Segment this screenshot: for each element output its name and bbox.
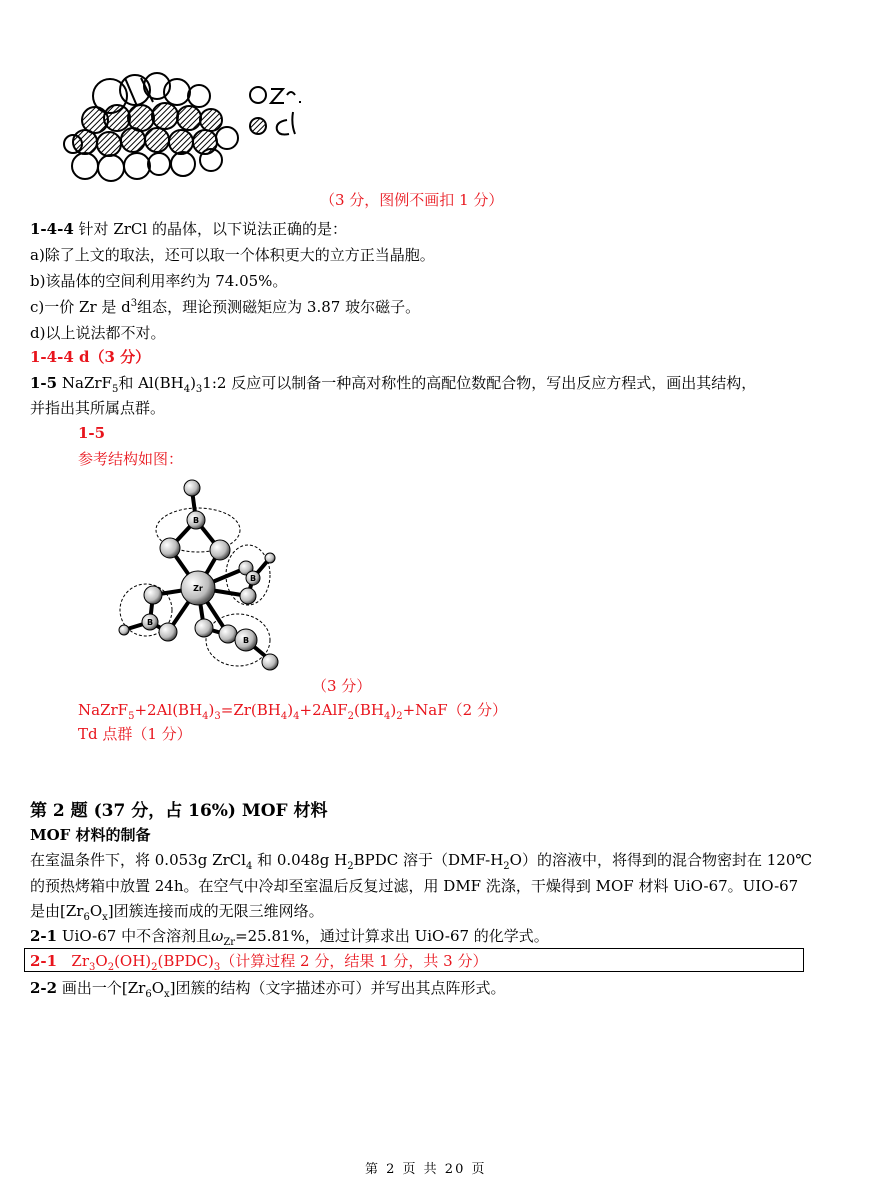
q144-stem-text: 针对 ZrCl 的晶体，以下说法正确的是：	[78, 220, 347, 238]
page-footer: 第 2 页 共 20 页	[365, 1162, 487, 1177]
q144-option-c: c)一价 Zr 是 $d^3$组态，理论预测磁矩应为 3.87 玻尔磁子。	[30, 298, 421, 316]
atom-label-b-4: B	[242, 636, 250, 645]
q144-option-b: b)该晶体的空间利用率约为 74.05%。	[30, 272, 288, 290]
q15-structure-score: （3 分）	[312, 677, 372, 695]
zrcl-sketch-figure	[55, 68, 315, 186]
q144-answer: 1-4-4 d（3 分）	[30, 348, 151, 366]
atom-label-b-2: B	[249, 574, 257, 583]
section2-title: 第 2 题 (37 分，占 16%) MOF 材料	[30, 801, 328, 821]
q15-answer-number: 1-5	[78, 424, 106, 442]
atom-label-b-3: B	[146, 618, 154, 627]
q15-stem-line2: 并指出其所属点群。	[30, 399, 166, 417]
zr-bh4-structure-figure	[108, 470, 288, 690]
atom-label-zr: Zr	[193, 584, 203, 593]
q15-stem: 1-5 NaZrF$_5$和 $Al(BH_4)_31:2$ 反应可以制备一种高对称性的高配位数配合物，写出反应方程式，画出其结构，	[30, 374, 757, 395]
q21-stem: 2-1 UiO-67 中不含溶剂且$\omega_{Zr}=25.81\%$，通过计算求出 UiO-67 的化学式。	[30, 927, 549, 948]
figure1-score-note: （3 分，图例不画扣 1 分）	[320, 191, 504, 209]
q144-option-d: d)以上说法都不对。	[30, 324, 166, 342]
q22-stem: 2-2 画出一个$[Zr_6O_x]$团簇的结构（文字描述亦可）并写出其点阵形式。	[30, 979, 506, 1000]
q15-answer-reference: 参考结构如图：	[78, 450, 184, 468]
q144-stem	[30, 219, 347, 239]
section2-paragraph-line2: 的预热烤箱中放置 24h。在空气中冷却至室温后反复过滤，用 DMF 洗涤，干燥得到 MOF 材料 UiO-67。UIO-67	[30, 877, 799, 895]
q144-option-a: a)除了上文的取法，还可以取一个体积更大的立方正当晶胞。	[30, 246, 435, 264]
section2-subtitle: MOF 材料的制备	[30, 826, 151, 844]
q21-answer: 2-1 $Zr_3O_2(OH)_2(BPDC)_3$（计算过程 2 分，结果 1 分，共 3 分）	[30, 952, 488, 973]
section2-paragraph-line3: 是由$[Zr_6O_x]$团簇连接而成的无限三维网络。	[30, 902, 324, 923]
q15-equation: $NaZrF_5+2Al(BH_4)_3=Zr(BH_4)_4+2AlF_2(BH_4)_2+NaF(2$ 分）	[78, 701, 507, 722]
q144-number: 1-4-4	[30, 220, 74, 238]
section2-paragraph-line1: 在室温条件下，将 0.053g ZrCl$_4$ 和 0.048g $H_2BPDC$ 溶于$(DMF-H_2O)$的溶液中，将得到的混合物密封在 120℃	[30, 851, 813, 872]
q15-point-group: Td 点群（1 分）	[78, 725, 192, 743]
atom-label-b-1: B	[192, 516, 200, 525]
